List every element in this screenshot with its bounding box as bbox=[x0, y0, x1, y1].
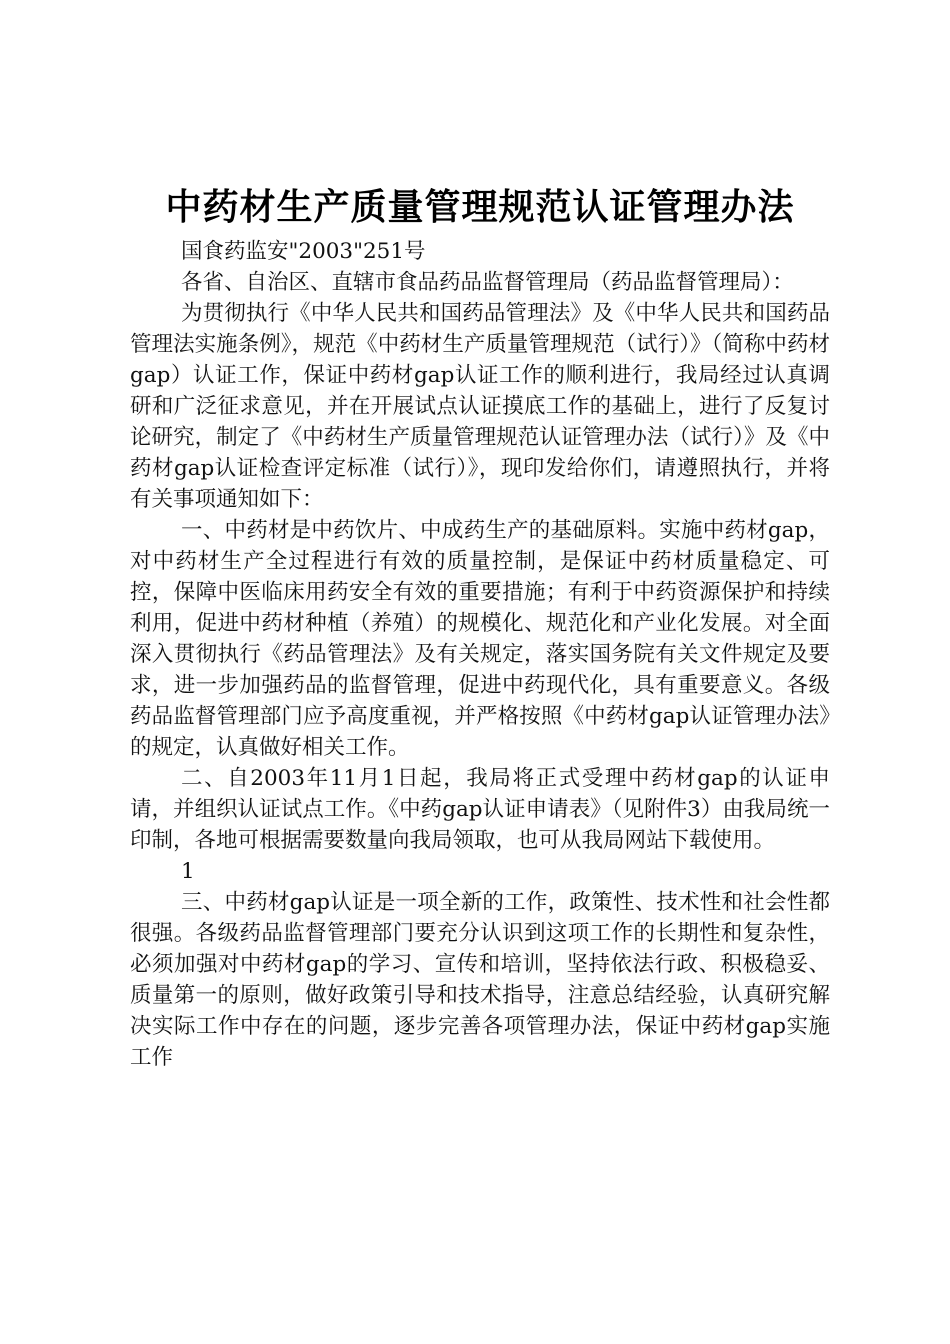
recipients-line: 各省、自治区、直辖市食品药品监督管理局（药品监督管理局）： bbox=[181, 270, 794, 295]
page-number: 1 bbox=[181, 859, 195, 884]
paragraph-item-3: 三、中药材gap认证是一项全新的工作，政策性、技术性和社会性都很强。各级药品监督管理部门要充分认识到这项工作的长期性和复杂性，必须加强对中药材gap的学习、宣传和培训，坚持依法行政、积极稳妥、质量第一的原则，做好政策引导和技术指导，注意总结经验，认真研究解决实际工作中存在的问题，逐步完善各项管理办法，保证中药材gap实施工作 bbox=[130, 890, 830, 1070]
document-title: 中药材生产质量管理规范认证管理办法 bbox=[165, 187, 795, 228]
paragraph-intro: 为贯彻执行《中华人民共和国药品管理法》及《中华人民共和国药品管理法实施条例》，规范《中药材生产质量管理规范（试行）》（简称中药材gap）认证工作，保证中药材gap认证工作的顺利进行，我局经过认真调研和广泛征求意见，并在开展试点认证摸底工作的基础上，进行了反复讨论研究，制定了《中药材生产质量管理规范认证管理办法（试行）》及《中药材gap认证检查评定标准（试行）》，现印发给你们，请遵照执行，并将有关事项通知如下： bbox=[130, 301, 830, 512]
paragraph-item-1: 一、中药材是中药饮片、中成药生产的基础原料。实施中药材gap，对中药材生产全过程进行有效的质量控制，是保证中药材质量稳定、可控，保障中医临床用药安全有效的重要措施；有利于中药资源保护和持续利用，促进中药材种植（养殖）的规模化、规范化和产业化发展。对全面深入贯彻执行《药品管理法》及有关规定，落实国务院有关文件规定及要求，进一步加强药品的监督管理，促进中药现代化，具有重要意义。各级药品监督管理部门应予高度重视，并严格按照《中药材gap认证管理办法》的规定，认真做好相关工作。 bbox=[130, 518, 830, 760]
paragraph-item-2: 二、自2003年11月1日起，我局将正式受理中药材gap的认证申请，并组织认证试点工作。《中药gap认证申请表》（见附件3）由我局统一印制，各地可根据需要数量向我局领取，也可从我局网站下载使用。 bbox=[130, 766, 830, 853]
document-number: 国食药监安"2003"251号 bbox=[181, 239, 426, 264]
document-body bbox=[130, 236, 830, 1073]
